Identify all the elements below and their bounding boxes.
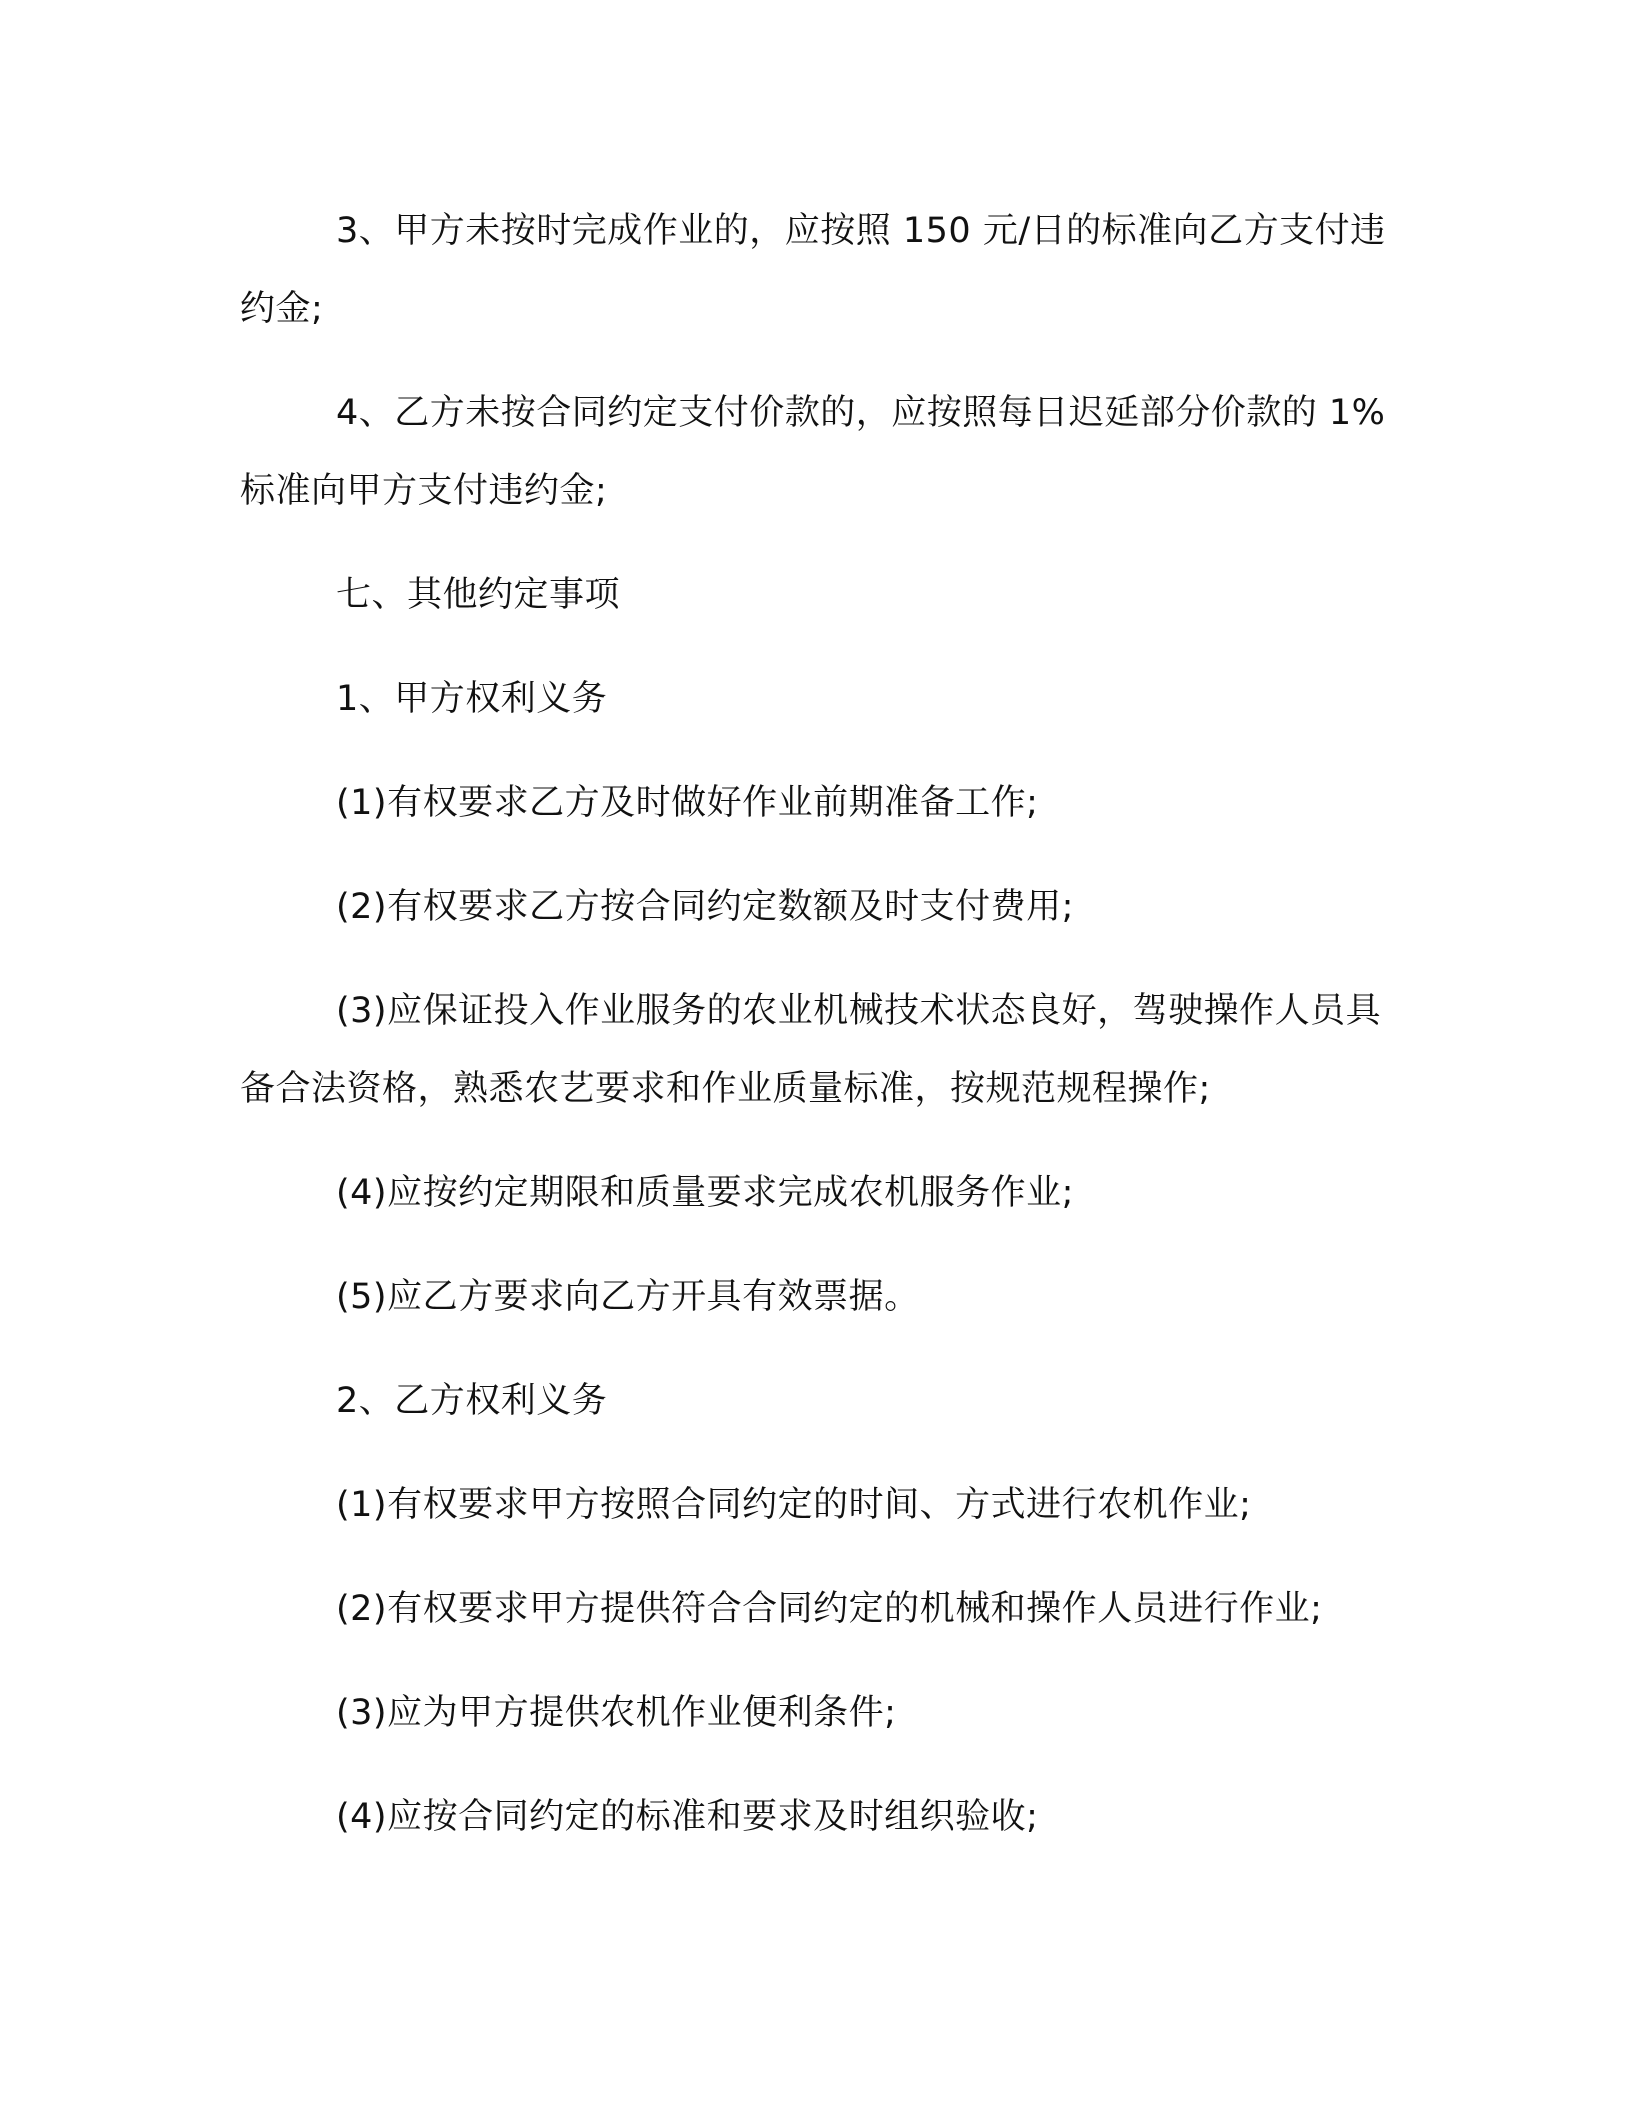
party-b-rights-heading: 2、乙方权利义务 <box>336 1381 608 1421</box>
section-7-heading: 七、其他约定事项 <box>336 575 621 615</box>
clause-4-penalty: 4、乙方未按合同约定支付价款的，应按照每日迟延部分价款的 1%标准向甲方支付违约金; <box>240 393 1386 511</box>
party-b-item-2: (2)有权要求甲方提供符合合同约定的机械和操作人员进行作业; <box>336 1589 1323 1629</box>
party-b-item-1: (1)有权要求甲方按照合同约定的时间、方式进行农机作业; <box>336 1485 1252 1525</box>
clause-3-penalty: 3、甲方未按时完成作业的，应按照 150 元/日的标准向乙方支付违约金; <box>240 211 1386 329</box>
party-a-rights-heading: 1、甲方权利义务 <box>336 679 608 719</box>
party-a-item-1: (1)有权要求乙方及时做好作业前期准备工作; <box>336 783 1039 823</box>
party-a-item-5: (5)应乙方要求向乙方开具有效票据。 <box>336 1277 920 1317</box>
document-body <box>240 192 1390 1882</box>
party-b-item-3: (3)应为甲方提供农机作业便利条件; <box>336 1693 897 1733</box>
party-b-item-4: (4)应按合同约定的标准和要求及时组织验收; <box>336 1797 1039 1837</box>
party-a-item-4: (4)应按约定期限和质量要求完成农机服务作业; <box>336 1173 1074 1213</box>
party-a-item-3: (3)应保证投入作业服务的农业机械技术状态良好，驾驶操作人员具备合法资格，熟悉农艺要求和作业质量标准，按规范规程操作; <box>240 991 1382 1109</box>
party-a-item-2: (2)有权要求乙方按合同约定数额及时支付费用; <box>336 887 1074 927</box>
